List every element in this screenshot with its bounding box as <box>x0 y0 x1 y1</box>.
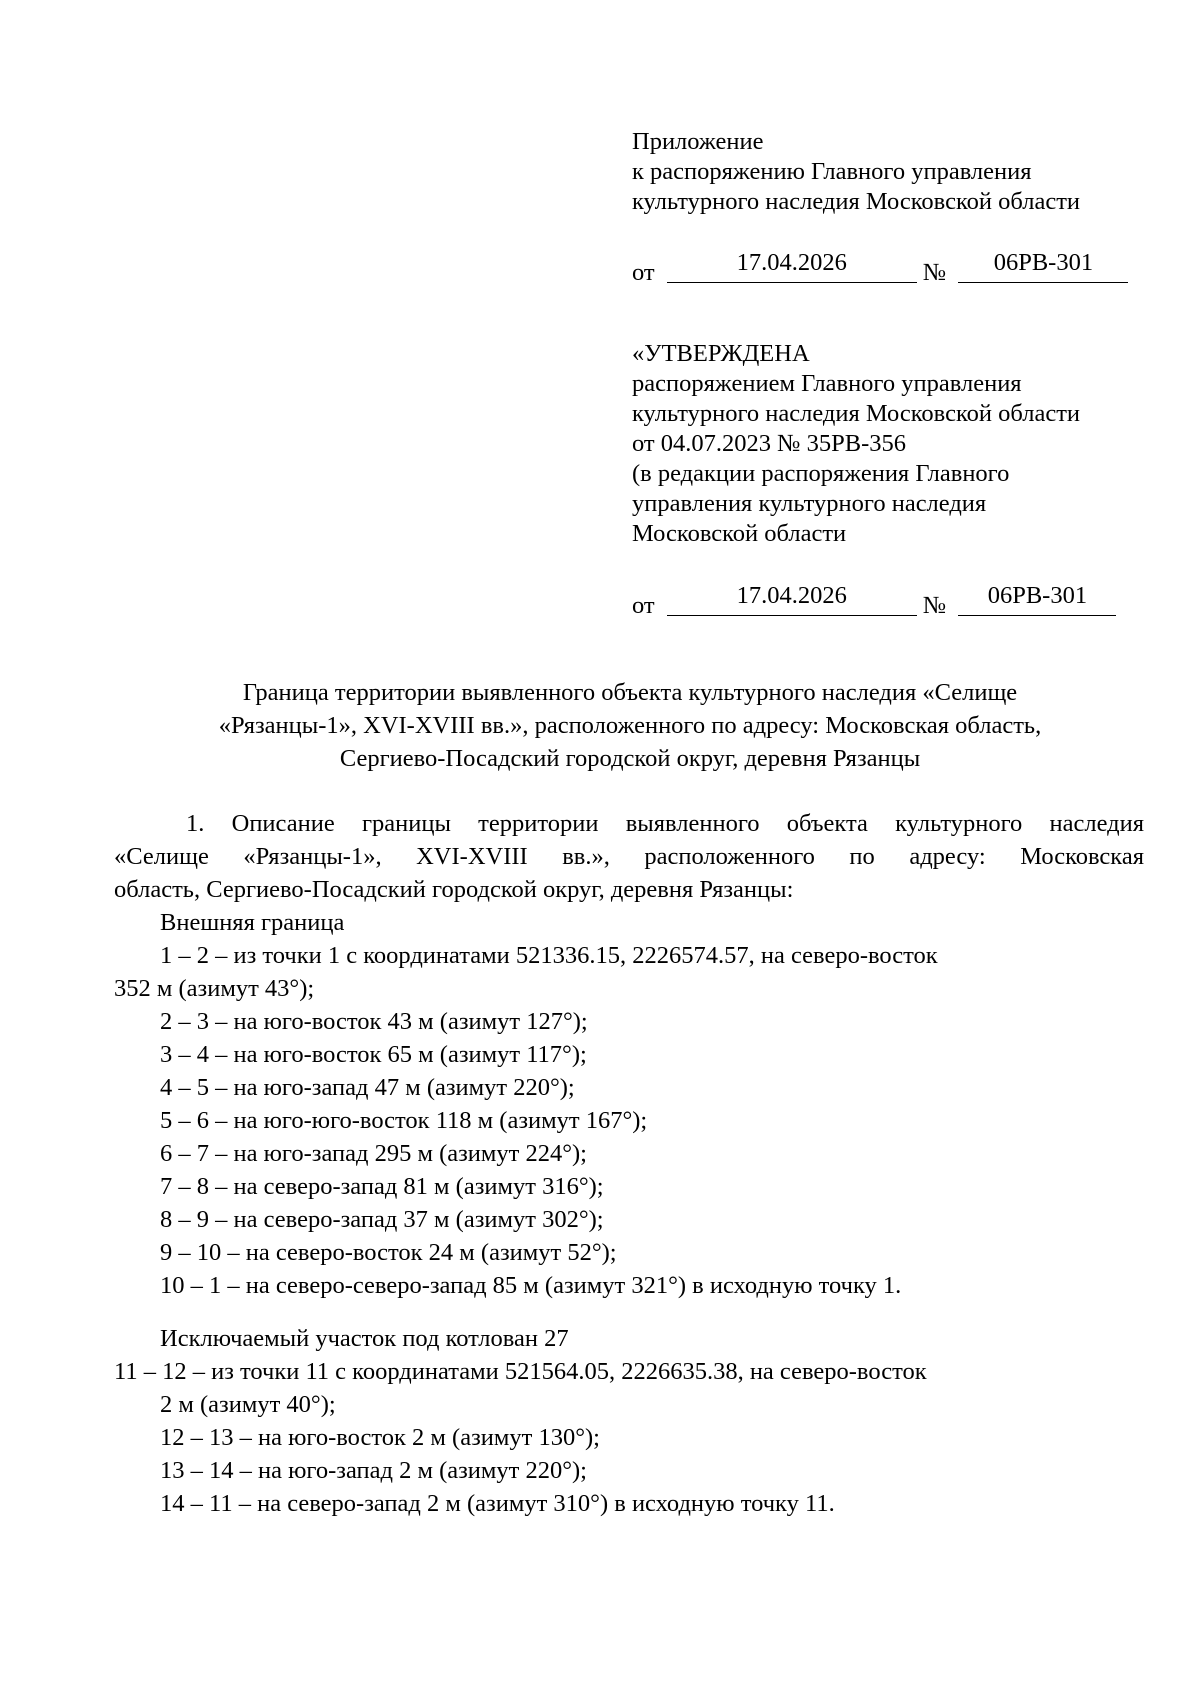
date-prefix: от <box>632 592 655 619</box>
approved-line: Московской области <box>632 520 847 547</box>
approved-line: управления культурного наследия <box>632 490 987 517</box>
document-title <box>150 676 1110 775</box>
boundary-item: 13 – 14 – на юго-запад 2 м (азимут 220°); <box>160 1457 587 1484</box>
paragraph-line: 1. Описание границы территории выявленного объекта культурного наследия <box>186 810 1144 837</box>
appendix-line: Приложение <box>632 128 764 155</box>
boundary-item: 10 – 1 – на северо-северо-запад 85 м (азимут 321°) в исходную точку 1. <box>160 1272 902 1299</box>
boundary-item: 6 – 7 – на юго-запад 295 м (азимут 224°); <box>160 1140 587 1167</box>
boundary-item: 9 – 10 – на северо-восток 24 м (азимут 52°); <box>160 1239 617 1266</box>
date-field <box>667 582 917 616</box>
appendix-date-row <box>632 249 1128 286</box>
boundary-item: 5 – 6 – на юго-юго-восток 118 м (азимут 167°); <box>160 1107 648 1134</box>
date-value: 17.04.2026 <box>736 582 847 609</box>
title-line: «Рязанцы-1», XVI-XVIII вв.», расположенного по адресу: Московская область, <box>218 712 1042 739</box>
date-field <box>667 249 917 283</box>
title-line: Сергиево-Посадский городской округ, деревня Рязанцы <box>339 745 921 772</box>
appendix-line: к распоряжению Главного управления <box>632 158 1032 185</box>
excluded-plot-section <box>114 1322 927 1520</box>
title-line: Граница территории выявленного объекта культурного наследия «Селище <box>242 679 1018 706</box>
outer-boundary-section <box>114 906 938 1302</box>
number-value: 06РВ-301 <box>987 582 1088 609</box>
number-field <box>958 582 1116 616</box>
boundary-item: 7 – 8 – на северо-запад 81 м (азимут 316°); <box>160 1173 604 1200</box>
number-prefix: № <box>922 259 947 286</box>
date-value: 17.04.2026 <box>736 249 847 276</box>
boundary-item: 12 – 13 – на юго-восток 2 м (азимут 130°); <box>160 1424 600 1451</box>
boundary-item-continuation: 2 м (азимут 40°); <box>160 1391 336 1418</box>
boundary-item-continuation: 352 м (азимут 43°); <box>114 975 315 1002</box>
section-heading: Исключаемый участок под котлован 27 <box>160 1325 569 1352</box>
appendix-block <box>632 127 1080 217</box>
approved-block <box>632 339 1080 549</box>
boundary-item: 3 – 4 – на юго-восток 65 м (азимут 117°); <box>160 1041 587 1068</box>
approved-line: «УТВЕРЖДЕНА <box>632 340 810 367</box>
paragraph-line: область, Сергиево-Посадский городской округ, деревня Рязанцы: <box>114 876 794 903</box>
boundary-item: 8 – 9 – на северо-запад 37 м (азимут 302°); <box>160 1206 604 1233</box>
boundary-item: 11 – 12 – из точки 11 с координатами 521564.05, 2226635.38, на северо-восток <box>114 1358 927 1385</box>
boundary-item: 2 – 3 – на юго-восток 43 м (азимут 127°); <box>160 1008 588 1035</box>
boundary-item: 14 – 11 – на северо-запад 2 м (азимут 310°) в исходную точку 11. <box>160 1490 835 1517</box>
approved-line: распоряжением Главного управления <box>632 370 1022 397</box>
date-prefix: от <box>632 259 655 286</box>
number-field <box>958 249 1128 283</box>
section-heading: Внешняя граница <box>160 909 345 936</box>
appendix-line: культурного наследия Московской области <box>632 188 1081 215</box>
boundary-item: 1 – 2 – из точки 1 с координатами 521336.15, 2226574.57, на северо-восток <box>160 942 938 969</box>
approved-line: культурного наследия Московской области <box>632 400 1081 427</box>
description-paragraph <box>114 807 1144 906</box>
number-prefix: № <box>922 592 947 619</box>
approved-line: от 04.07.2023 № 35РВ-356 <box>632 430 907 457</box>
approved-line: (в редакции распоряжения Главного <box>632 460 1010 487</box>
approved-date-row <box>632 582 1116 619</box>
number-value: 06РВ-301 <box>993 249 1094 276</box>
boundary-item: 4 – 5 – на юго-запад 47 м (азимут 220°); <box>160 1074 575 1101</box>
paragraph-line: «Селище «Рязанцы-1», XVI-XVIII вв.», расположенного по адресу: Московская <box>114 843 1144 870</box>
